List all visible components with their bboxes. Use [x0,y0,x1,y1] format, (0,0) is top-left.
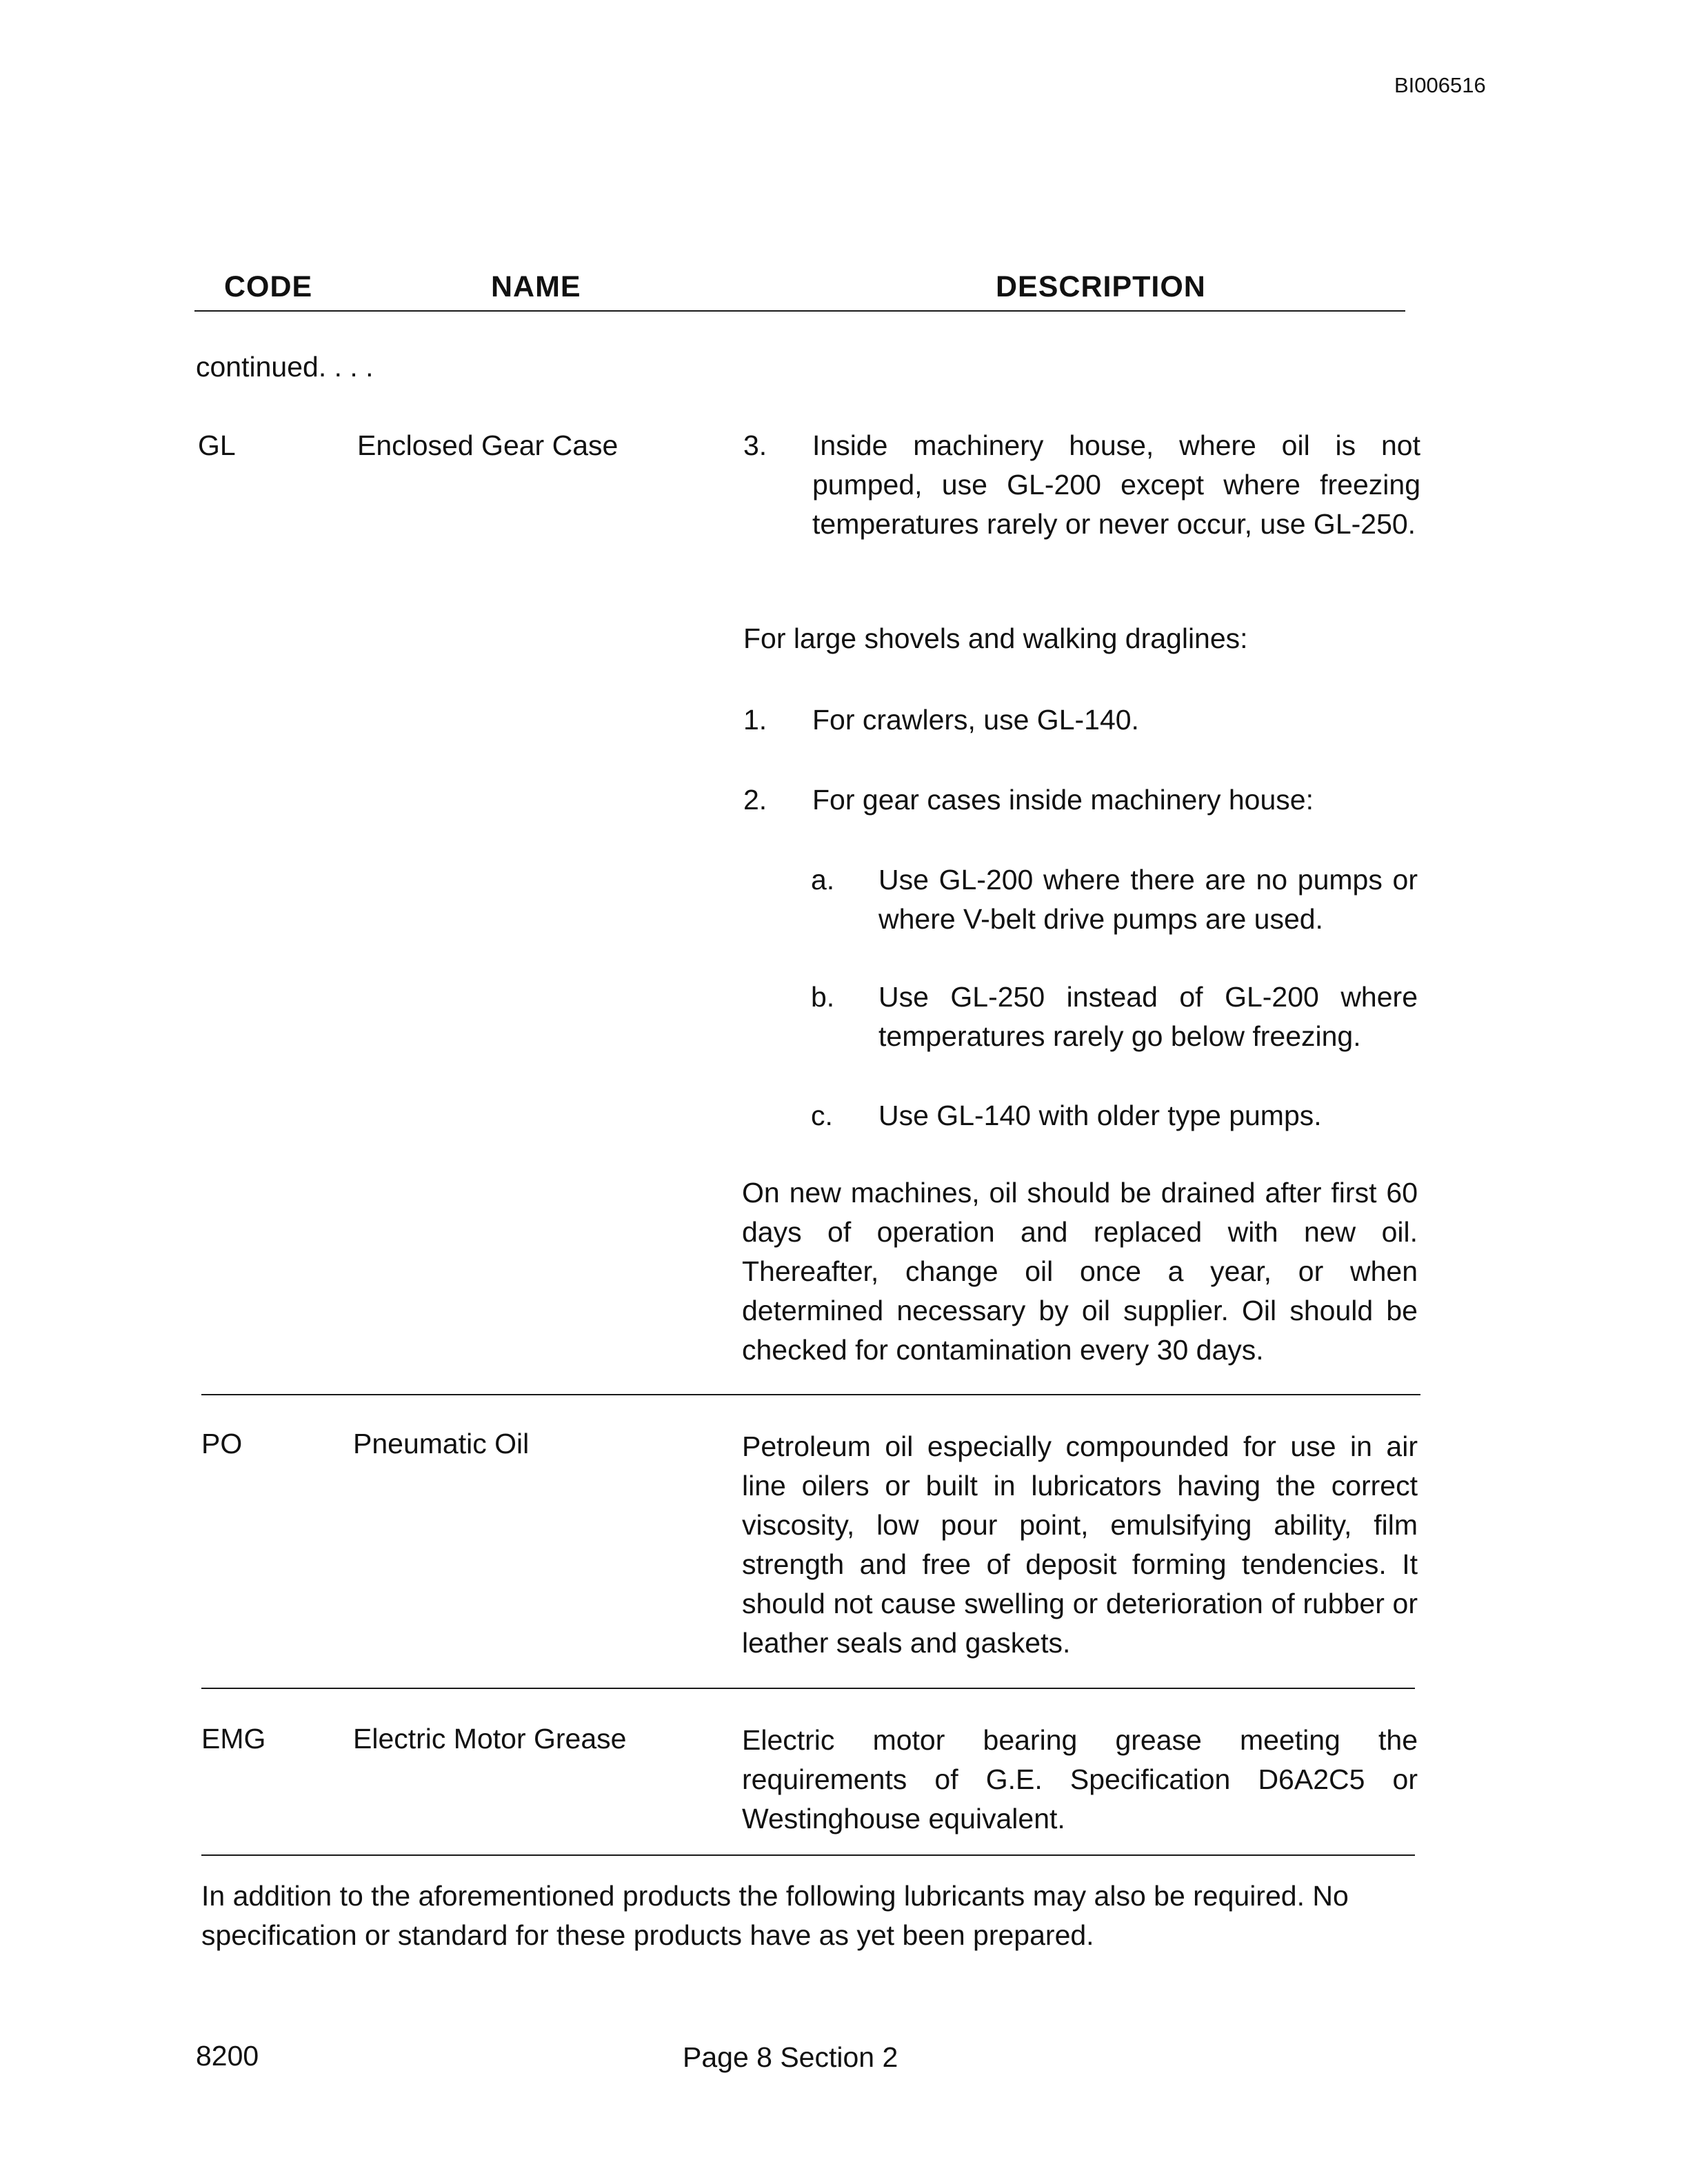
emg-description: Electric motor bearing grease meeting the requirements of G.E. Specification D6A2C5 or Westinghouse equivalent. [742,1724,1418,1834]
gl-item-1-text: For crawlers, use GL-140. [812,704,1139,736]
column-header-name: NAME [491,270,581,303]
po-description: Petroleum oil especially compounded for use in air line oilers or built in lubricators having the correct viscosity, low pour point, emulsifying ability, film strength and free of deposit forming tendencies. It should not cause swelling or deterioration of rubber or leather seals and gaskets. [742,1430,1418,1659]
gl-item-2-text: For gear cases inside machinery house: [812,784,1314,816]
emg-code: EMG [201,1723,266,1755]
gl-item-1-number: 1. [743,704,767,736]
gl-code: GL [198,429,236,461]
header-rule [194,310,1405,312]
po-name: Pneumatic Oil [353,1428,530,1459]
footer-document-number: 8200 [196,2040,259,2072]
gl-sub-b-text: Use GL-250 instead of GL-200 where temperatures rarely go below freezing. [878,981,1418,1052]
gl-item-3-text: Inside machinery house, where oil is not pumped, use GL-200 except where freezing temperatures rarely or never occur, use GL-250. [812,429,1420,540]
document-id: BI006516 [1394,73,1486,97]
closing-note: In addition to the aforementioned products the following lubricants may also be required. No specification or standard for these products have as yet been prepared. [201,1880,1349,1951]
footer-page-section: Page 8 Section 2 [683,2041,898,2073]
gl-sub-c-text: Use GL-140 with older type pumps. [878,1100,1322,1131]
gl-name: Enclosed Gear Case [357,429,619,461]
gl-sub-c-label: c. [811,1100,833,1131]
column-header-code: CODE [224,270,313,303]
gl-sub-a-label: a. [811,864,835,896]
po-code: PO [201,1428,243,1459]
section-divider-emg [201,1854,1415,1856]
column-header-description: DESCRIPTION [996,270,1206,303]
section-divider-gl [201,1394,1420,1395]
section-divider-po [201,1688,1415,1689]
continued-label: continued. . . . [196,351,374,383]
gl-sub-b-label: b. [811,981,835,1013]
emg-name: Electric Motor Grease [353,1723,627,1755]
gl-oil-note: On new machines, oil should be drained after first 60 days of operation and replaced with new oil. Thereafter, change oil once a year, or when determined necessary by oil supplier. Oil should be checked for contamination every 30 days. [742,1177,1418,1366]
gl-item-2-number: 2. [743,784,767,816]
gl-sub-a-text: Use GL-200 where there are no pumps or where V-belt drive pumps are used. [878,864,1418,935]
gl-shovels-intro: For large shovels and walking draglines: [743,623,1248,654]
gl-item-3-number: 3. [743,429,767,461]
